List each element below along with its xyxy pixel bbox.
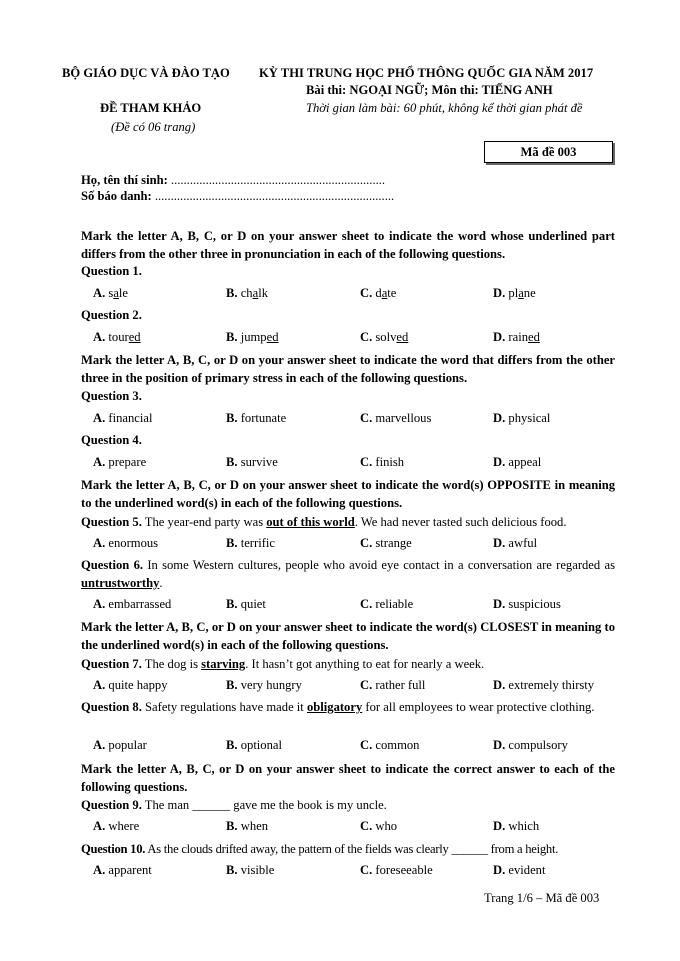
option-letter: C. — [360, 597, 373, 611]
exam-title: KỲ THI TRUNG HỌC PHỔ THÔNG QUỐC GIA NĂM 2017 — [259, 66, 594, 80]
question-text: The dog is — [141, 657, 202, 671]
question-text: . — [159, 576, 163, 590]
option-text: survive — [240, 455, 278, 469]
option-letter: B. — [226, 330, 238, 344]
option-letter: C. — [360, 819, 373, 833]
option-b[interactable] — [226, 411, 286, 426]
question-8-stem — [81, 698, 615, 716]
option-d[interactable] — [493, 330, 540, 345]
option-text: visible — [240, 863, 275, 877]
option-c[interactable] — [360, 411, 431, 426]
underlined-part: a — [518, 286, 524, 300]
option-b[interactable] — [226, 330, 279, 345]
option-letter: B. — [226, 411, 238, 425]
option-letter: D. — [493, 863, 506, 877]
option-a[interactable] — [93, 738, 147, 753]
question-9-stem — [81, 796, 615, 814]
question-4-label: Question 4. — [81, 433, 142, 447]
option-letter: A. — [93, 863, 106, 877]
underlined-part: a — [252, 286, 259, 300]
option-text: very hungry — [240, 678, 302, 692]
option-letter: A. — [93, 819, 106, 833]
option-text: popular — [108, 738, 147, 752]
option-text: optional — [240, 738, 282, 752]
ministry-name: BỘ GIÁO DỤC VÀ ĐÀO TẠO — [62, 66, 230, 80]
question-9-label: Question 9. — [81, 798, 142, 812]
option-c[interactable] — [360, 819, 397, 834]
option-letter: B. — [226, 863, 238, 877]
underlined-part: ed — [128, 330, 141, 344]
option-text: d — [375, 286, 382, 300]
option-b[interactable] — [226, 286, 268, 301]
underlined-phrase: starving — [201, 657, 246, 671]
option-letter: D. — [493, 411, 506, 425]
option-letter: A. — [93, 536, 106, 550]
option-d[interactable] — [493, 819, 539, 834]
option-text: enormous — [108, 536, 159, 550]
candidate-name-label: Họ, tên thí sinh: — [81, 173, 168, 187]
option-letter: C. — [360, 863, 373, 877]
option-text: s — [108, 286, 114, 300]
option-letter: A. — [93, 411, 106, 425]
option-text: le — [118, 286, 128, 300]
option-letter: C. — [360, 411, 373, 425]
option-text: rain — [508, 330, 528, 344]
option-text: awful — [508, 536, 538, 550]
option-a[interactable] — [93, 678, 168, 693]
option-c[interactable] — [360, 597, 413, 612]
option-letter: D. — [493, 286, 506, 300]
option-b[interactable] — [226, 455, 278, 470]
section-3-instructions: Mark the letter A, B, C, or D on your answer sheet to indicate the word(s) OPPOSITE in meaning to the underlined word(s) in each of the following questions. — [81, 478, 615, 510]
question-5-stem — [81, 513, 615, 531]
option-a[interactable] — [93, 536, 158, 551]
underlined-phrase: untrustworthy — [81, 576, 160, 590]
option-text: rather full — [375, 678, 426, 692]
option-text: ch — [240, 286, 253, 300]
underlined-part: a — [381, 286, 388, 300]
option-text: suspicious — [508, 597, 561, 611]
question-text: . We had never tasted such delicious food. — [354, 515, 567, 529]
option-text: fortunate — [240, 411, 287, 425]
question-text: The man ______ gave me the book is my uncle. — [141, 798, 387, 812]
option-text: physical — [508, 411, 551, 425]
option-a[interactable] — [93, 863, 152, 878]
option-letter: A. — [93, 678, 106, 692]
underlined-phrase: obligatory — [306, 700, 363, 714]
option-c[interactable] — [360, 536, 412, 551]
option-text: lk — [258, 286, 268, 300]
option-letter: D. — [493, 678, 506, 692]
option-text: foreseeable — [375, 863, 433, 877]
question-10-label: Question 10. — [81, 842, 146, 856]
option-c[interactable] — [360, 678, 425, 693]
option-letter: D. — [493, 455, 506, 469]
page-footer: Trang 1/6 – Mã đề 003 — [484, 891, 600, 905]
option-b[interactable] — [226, 863, 274, 878]
option-text: tour — [108, 330, 129, 344]
option-a[interactable] — [93, 286, 128, 301]
time-line: Thời gian làm bài: 60 phút, không kể thời gian phát đề — [306, 101, 583, 115]
question-10-stem — [81, 840, 615, 858]
option-letter: B. — [226, 738, 238, 752]
candidate-name-dots: .................................................................... — [170, 173, 386, 187]
option-d[interactable] — [493, 863, 545, 878]
subject-line: Bài thi: NGOẠI NGỮ; Môn thi: TIẾNG ANH — [306, 83, 553, 97]
option-text: compulsory — [508, 738, 568, 752]
underlined-part: ed — [396, 330, 409, 344]
question-text: As the clouds drifted away, the pattern of the fields was clearly ______ from a height. — [145, 842, 559, 856]
option-text: common — [375, 738, 420, 752]
option-letter: D. — [493, 819, 506, 833]
option-text: ne — [523, 286, 536, 300]
option-letter: A. — [93, 286, 106, 300]
question-text: Safety regulations have made it — [141, 700, 307, 714]
doc-type: ĐỀ THAM KHẢO — [100, 101, 202, 115]
option-c[interactable] — [360, 286, 396, 301]
question-2-label: Question 2. — [81, 308, 142, 322]
option-letter: B. — [226, 455, 238, 469]
option-text: when — [240, 819, 268, 833]
option-a[interactable] — [93, 455, 146, 470]
question-text: . It hasn’t got anything to eat for nearly a week. — [245, 657, 485, 671]
option-letter: D. — [493, 330, 506, 344]
underlined-phrase: out of this world — [266, 515, 355, 529]
option-letter: C. — [360, 536, 373, 550]
option-letter: C. — [360, 738, 373, 752]
option-text: who — [375, 819, 398, 833]
question-text: The year-end party was — [141, 515, 267, 529]
option-c[interactable] — [360, 738, 419, 753]
option-text: extremely thirsty — [508, 678, 595, 692]
option-a[interactable] — [93, 411, 152, 426]
option-text: financial — [108, 411, 153, 425]
option-c[interactable] — [360, 330, 408, 345]
option-text: pl — [508, 286, 519, 300]
option-text: appeal — [508, 455, 542, 469]
question-text: for all employees to wear protective clothing. — [362, 700, 595, 714]
candidate-name-row — [81, 173, 385, 188]
option-d[interactable] — [493, 411, 550, 426]
option-text: quite happy — [108, 678, 168, 692]
option-c[interactable] — [360, 863, 433, 878]
section-4-instructions: Mark the letter A, B, C, or D on your answer sheet to indicate the word(s) CLOSEST in meaning to the underlined word(s) in each of the following questions. — [81, 620, 615, 652]
candidate-id-row — [81, 189, 394, 204]
candidate-id-dots: ............................................................................ — [154, 189, 395, 203]
option-d[interactable] — [493, 738, 568, 753]
option-letter: A. — [93, 330, 106, 344]
option-b[interactable] — [226, 678, 302, 693]
question-1-label: Question 1. — [81, 264, 142, 278]
option-a[interactable] — [93, 819, 139, 834]
section-5-instructions: Mark the letter A, B, C, or D on your answer sheet to indicate the correct answer to each of the following questions. — [81, 762, 615, 794]
option-text: reliable — [375, 597, 414, 611]
option-text: where — [108, 819, 140, 833]
option-text: which — [508, 819, 540, 833]
option-letter: D. — [493, 597, 506, 611]
option-letter: A. — [93, 738, 106, 752]
option-letter: B. — [226, 678, 238, 692]
option-letter: B. — [226, 286, 238, 300]
option-a[interactable] — [93, 597, 171, 612]
option-text: strange — [375, 536, 412, 550]
option-d[interactable] — [493, 536, 537, 551]
candidate-id-label: Số báo danh: — [81, 189, 152, 203]
option-letter: C. — [360, 286, 373, 300]
question-6-stem — [81, 556, 615, 592]
question-7-label: Question 7. — [81, 657, 142, 671]
question-5-label: Question 5. — [81, 515, 142, 529]
option-d[interactable] — [493, 597, 561, 612]
underlined-part: ed — [266, 330, 279, 344]
option-letter: B. — [226, 597, 238, 611]
option-text: terrific — [240, 536, 275, 550]
pages-note: (Đề có 06 trang) — [111, 120, 196, 134]
option-letter: D. — [493, 536, 506, 550]
option-b[interactable] — [226, 536, 275, 551]
option-b[interactable] — [226, 819, 268, 834]
question-text: In some Western cultures, people who avoid eye contact in a conversation are regarded as — [143, 558, 615, 572]
option-text: marvellous — [375, 411, 432, 425]
option-d[interactable] — [493, 678, 594, 693]
option-text: solv — [375, 330, 397, 344]
section-2-instructions: Mark the letter A, B, C, or D on your answer sheet to indicate the word that differs from the other three in the position of primary stress in each of the following questions. — [81, 353, 615, 385]
option-d[interactable] — [493, 286, 536, 301]
section-1-instructions: Mark the letter A, B, C, or D on your answer sheet to indicate the word whose underlined part differs from the other three in pronunciation in each of the following questions. — [81, 229, 615, 261]
option-text: apparent — [108, 863, 152, 877]
option-text: finish — [375, 455, 405, 469]
option-b[interactable] — [226, 738, 282, 753]
option-letter: C. — [360, 678, 373, 692]
option-letter: A. — [93, 597, 106, 611]
underlined-part: a — [113, 286, 119, 300]
question-7-stem — [81, 655, 615, 673]
option-text: evident — [508, 863, 546, 877]
question-3-label: Question 3. — [81, 389, 142, 403]
option-text: quiet — [240, 597, 266, 611]
option-letter: B. — [226, 536, 238, 550]
option-text: prepare — [108, 455, 147, 469]
option-b[interactable] — [226, 597, 266, 612]
option-c[interactable] — [360, 455, 404, 470]
option-letter: C. — [360, 455, 373, 469]
option-letter: A. — [93, 455, 106, 469]
exam-code-box: Mã đề 003 — [484, 141, 613, 163]
underlined-part: ed — [528, 330, 540, 344]
question-6-label: Question 6. — [81, 558, 144, 572]
option-letter: D. — [493, 738, 506, 752]
option-d[interactable] — [493, 455, 541, 470]
option-letter: C. — [360, 330, 373, 344]
question-8-label: Question 8. — [81, 700, 142, 714]
option-letter: B. — [226, 819, 238, 833]
option-text: jump — [240, 330, 267, 344]
option-a[interactable] — [93, 330, 141, 345]
option-text: embarrassed — [108, 597, 172, 611]
option-text: te — [387, 286, 397, 300]
